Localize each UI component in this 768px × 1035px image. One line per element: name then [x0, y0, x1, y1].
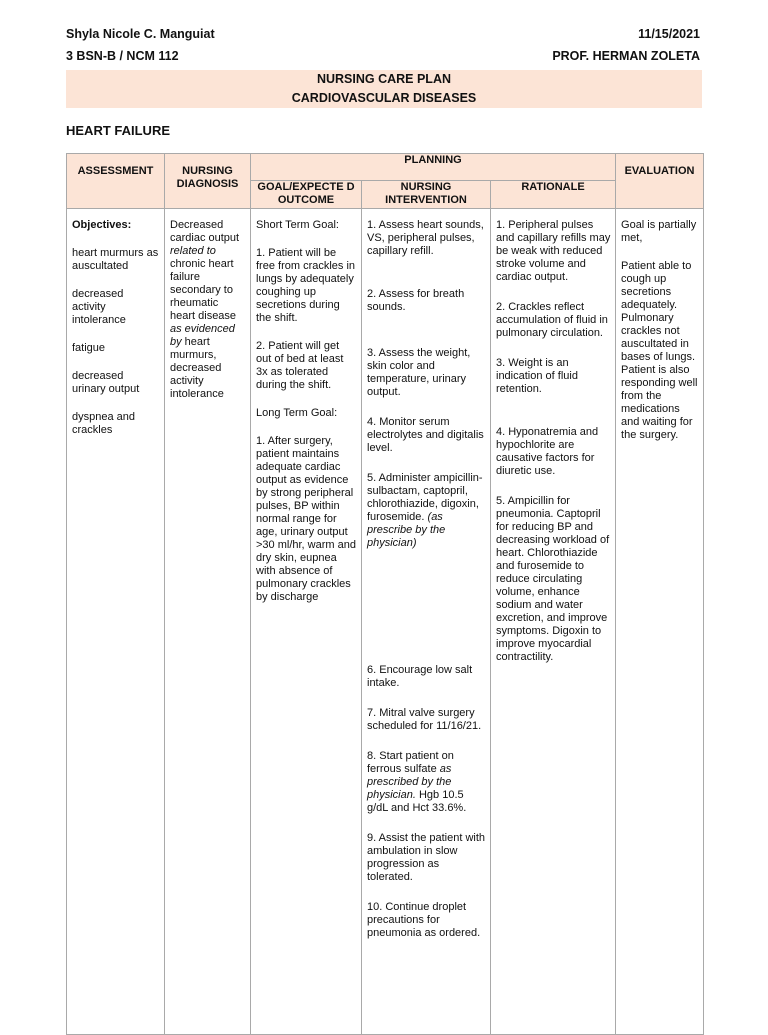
goal-cell [251, 209, 362, 1035]
intervention-item: 1. Assess heart sounds, VS, peripheral pulses, capillary refill. [367, 219, 484, 257]
banner-title: NURSING CARE PLAN [316, 72, 452, 86]
title-banner [66, 70, 702, 108]
rationale-item: 3. Weight is an indication of fluid retention. [496, 357, 578, 395]
assessment-cell [67, 209, 165, 1035]
professor-name: PROF. HERMAN ZOLETA [552, 49, 700, 63]
assessment-item: fatigue [72, 342, 106, 354]
diagnosis-text: Decreased cardiac output related to chronic heart failure secondary to rheumatic heart disease as evidenced by heart murmurs, decreased activity intolerance [170, 219, 240, 400]
goal-item: 1. Patient will be free from crackles in lungs by adequately coughing up secretions during the shift. [256, 247, 356, 324]
table-row [67, 209, 704, 1035]
evaluation-cell [616, 209, 704, 1035]
goal-item: 1. After surgery, patient maintains adequate cardiac output as evidence by strong peripheral pulses, BP within normal range for age, urinary output >30 ml/hr, warm and dry skin, eupnea with absence of pulmonary crackles by discharge [256, 435, 356, 603]
date: 11/15/2021 [638, 27, 700, 41]
goal-item: 2. Patient will get out of bed at least 3x as tolerated during the shift. [256, 340, 344, 391]
intervention-item: 3. Assess the weight, skin color and temperature, urinary output. [367, 347, 471, 398]
header-planning: PLANNING [251, 154, 616, 181]
intervention-item: 6. Encourage low salt intake. [367, 664, 473, 689]
rationale-item: 2. Crackles reflect accumulation of fluid in pulmonary circulation. [496, 301, 608, 339]
student-name: Shyla Nicole C. Manguiat [66, 27, 215, 41]
intervention-item: 2. Assess for breath sounds. [367, 288, 465, 313]
intervention-item: 8. Start patient on ferrous sulfate as prescribed by the physician. Hgb 10.5 g/dL and Hct 33.6%. [367, 750, 467, 814]
intervention-item: 10. Continue droplet precautions for pneumonia as ordered. [367, 901, 481, 939]
intervention-item: 5. Administer ampicillin-sulbactam, captopril, chlorothiazide, digoxin, furosemide. (as prescribe by the physician) [367, 472, 483, 549]
banner-subtitle: CARDIOVASCULAR DISEASES [291, 91, 477, 105]
intervention-item: 4. Monitor serum electrolytes and digitalis level. [367, 416, 484, 454]
header-assessment: ASSESSMENT [67, 154, 165, 209]
diagnosis-cell [165, 209, 251, 1035]
rationale-item: 1. Peripheral pulses and capillary refills may be weak with reduced stroke volume and cardiac output. [496, 219, 611, 283]
header-nursing-diagnosis: NURSING DIAGNOSIS [165, 154, 251, 209]
rationale-cell [491, 209, 616, 1035]
course-section: 3 BSN-B / NCM 112 [66, 49, 179, 63]
header-rationale: RATIONALE [491, 181, 616, 209]
evaluation-text: Patient able to cough up secretions adequately. Pulmonary crackles not auscultated in bases of lungs. Patient is also responding well from the medications and waiting for the surgery. [621, 260, 698, 441]
intervention-item: 9. Assist the patient with ambulation in slow progression as tolerated. [367, 832, 486, 883]
short-term-goal-title: Short Term Goal: [256, 219, 339, 231]
evaluation-status: Goal is partially met, [621, 219, 697, 244]
assessment-item: decreased activity intolerance [72, 288, 126, 326]
header-nursing-intervention: NURSING INTERVENTION [362, 181, 491, 209]
intervention-item: 7. Mitral valve surgery scheduled for 11/16/21. [367, 707, 482, 732]
assessment-item: decreased urinary output [72, 370, 140, 395]
header-goal: GOAL/EXPECTE D OUTCOME [251, 181, 362, 209]
assessment-item: heart murmurs as auscultated [72, 247, 159, 272]
assessment-item: dyspnea and crackles [72, 411, 135, 436]
assessment-title: Objectives: [72, 219, 132, 231]
rationale-item: 4. Hyponatremia and hypochlorite are causative factors for diuretic use. [496, 426, 599, 477]
section-title: HEART FAILURE [66, 123, 170, 138]
long-term-goal-title: Long Term Goal: [256, 407, 338, 419]
intervention-cell [362, 209, 491, 1035]
header-evaluation: EVALUATION [616, 154, 704, 209]
care-plan-table [66, 153, 704, 1035]
rationale-item: 5. Ampicillin for pneumonia. Captopril for reducing BP and decreasing workload of heart. Chlorothiazide and furosemide to reduce circulating volume, enhance sodium and water excretion, and improve symptoms. Digoxin to improve myocardial contractility. [496, 495, 610, 663]
